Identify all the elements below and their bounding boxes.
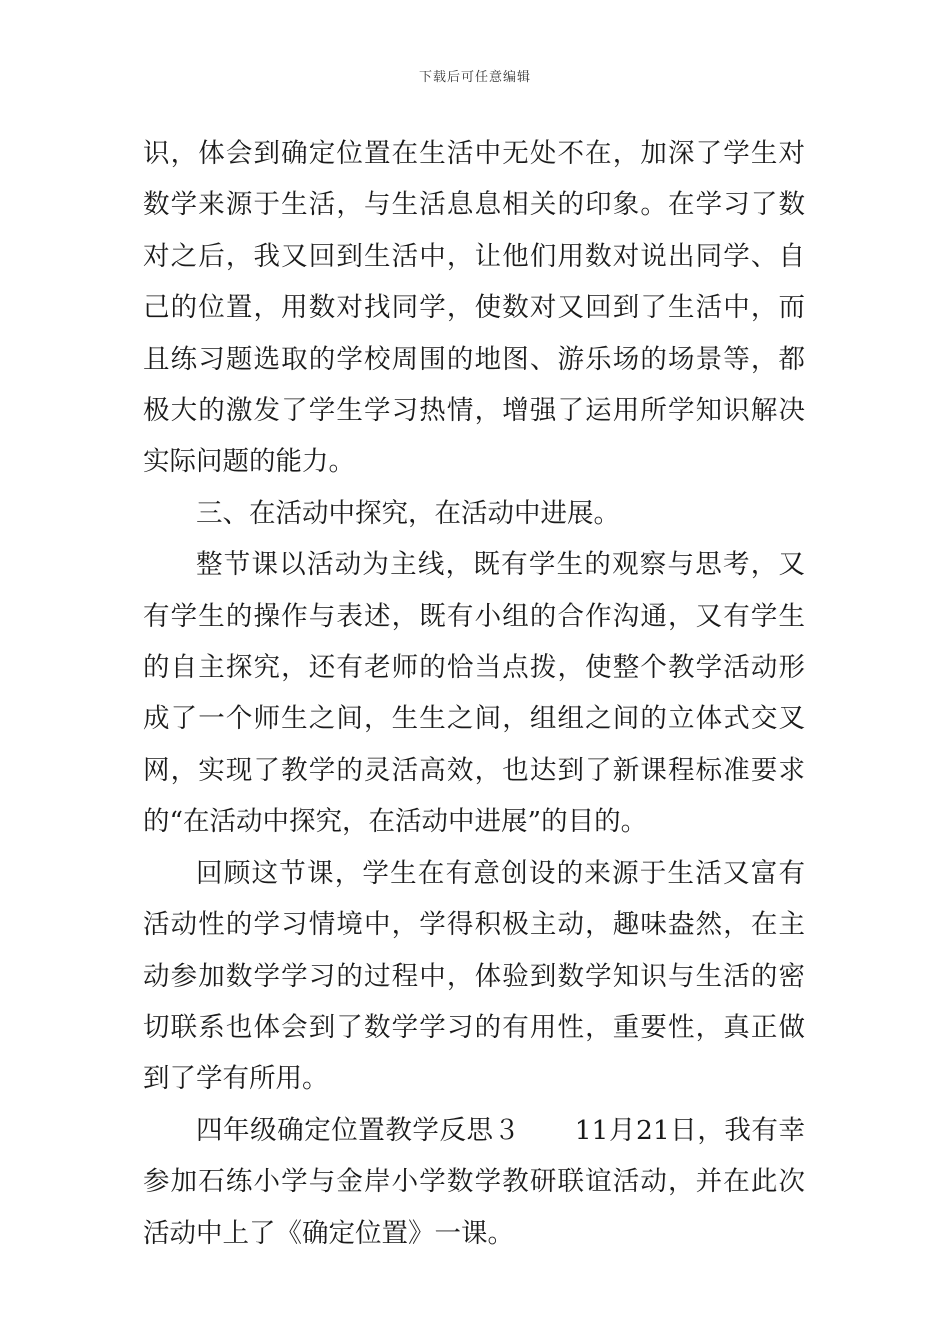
page-header: 下载后可任意编辑 xyxy=(418,70,531,85)
section-heading-three: 三、在活动中探究，在活动中进展。 xyxy=(196,497,620,529)
document-body xyxy=(143,128,805,1259)
paragraph-activity: 整节课以活动为主线，既有学生的观察与思考，又有学生的操作与表述，既有小组的合作沟通，又有学生的自主探究，还有老师的恰当点拨，使整个教学活动形成了一个师生之间，生生之间，组组之间的立体式交叉网，实现了教学的灵活高效，也达到了新课程标准要求的“在活动中探究，在活动中进展”的目的。 xyxy=(143,549,805,838)
paragraph-review: 回顾这节课，学生在有意创设的来源于生活又富有活动性的学习情境中，学得积极主动，趣味盎然，在主动参加数学学习的过程中，体验到数学知识与生活的密切联系也体会到了数学学习的有用性，重要性，真正做到了学有所用。 xyxy=(143,857,805,1095)
paragraph-reflection-three: 四年级确定位置教学反思３ 11月21日，我有幸参加石练小学与金岸小学数学教研联谊活动，并在此次活动中上了《确定位置》一课。 xyxy=(143,1114,805,1249)
paragraph-continued: 识，体会到确定位置在生活中无处不在，加深了学生对数学来源于生活，与生活息息相关的印象。在学习了数对之后，我又回到生活中，让他们用数对说出同学、自己的位置，用数对找同学，使数对又回到了生活中，而且练习题选取的学校周围的地图、游乐场的场景等，都极大的激发了学生学习热情，增强了运用所学知识解决实际问题的能力。 xyxy=(143,138,805,478)
